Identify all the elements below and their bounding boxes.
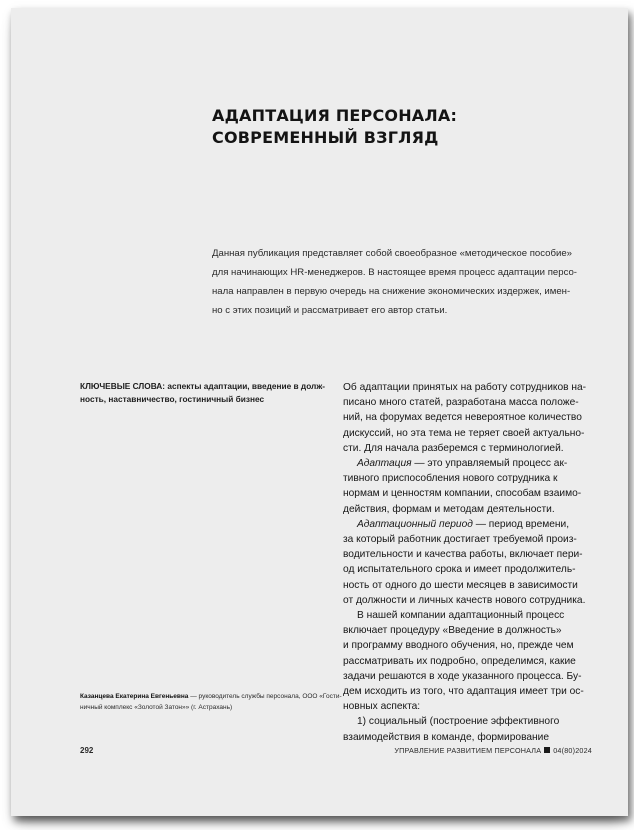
keywords <box>80 380 325 406</box>
term-adaptation: Адаптация <box>357 458 412 470</box>
body-line: тивного приспособления нового сотрудника к <box>343 473 558 485</box>
body-line: 1) социальный (построение эффективного <box>357 716 560 728</box>
body-text: — это управляемый процесс ак- <box>411 458 568 470</box>
journal-name: УПРАВЛЕНИЕ РАЗВИТИЕМ ПЕРСОНАЛА <box>394 746 542 755</box>
body-line: новных аспекта: <box>343 701 421 713</box>
body-line: В нашей компании адаптационный процесс <box>357 610 565 622</box>
body-line: взаимодействия в команде, формирование <box>343 731 550 743</box>
square-bullet-icon <box>544 747 550 753</box>
body-line: действия, формам и методам деятельности. <box>343 503 555 515</box>
keywords-line: КЛЮЧЕВЫЕ СЛОВА: аспекты адаптации, введение в долж- <box>80 381 325 391</box>
body-line <box>343 517 595 532</box>
lead-line: нала направлен в первую очередь на снижение экономических издержек, имен- <box>212 286 571 297</box>
body-line: ность от одного до шести месяцев в зависимости <box>343 579 578 591</box>
lead-line: но с этих позиций и рассматривает его автор статьи. <box>212 305 448 316</box>
author-line <box>80 691 342 702</box>
magazine-page <box>11 8 628 816</box>
running-footer <box>394 746 592 755</box>
author-name: Казанцева Екатерина Евгеньевна <box>80 693 189 700</box>
body-line: рассматривать их подробно, определимся, какие <box>343 655 576 667</box>
body-line: и программу вводного обучения, но, прежде чем <box>343 640 574 652</box>
body-line: за который работник достигает требуемой произ- <box>343 534 577 546</box>
keywords-line: ность, наставничество, гостиничный бизнес <box>80 394 265 404</box>
page-number: 292 <box>80 746 94 755</box>
body-line: дискуссий, но эта тема не теряет своей актуально- <box>343 427 585 439</box>
body-line: сти. Для начала разберемся с терминологией. <box>343 442 564 454</box>
article-lead <box>212 244 592 320</box>
article-body <box>343 380 595 745</box>
term-adaptation-period: Адаптационный период <box>357 518 473 530</box>
body-line: писано много статей, разработана масса положе- <box>343 397 579 409</box>
body-line: ний, на форумах ведется невероятное количество <box>343 412 582 424</box>
body-line <box>343 456 595 471</box>
title-line: СОВРЕМЕННЫЙ ВЗГЛЯД <box>212 128 439 147</box>
article-title <box>212 105 592 149</box>
author-line: ничный комплекс «Золотой Затон»» (г. Астрахань) <box>80 704 233 711</box>
body-line: задачи решаются в ходе указанного процесса. Бу- <box>343 670 582 682</box>
body-line: водительности и качества работы, включает пери- <box>343 549 583 561</box>
body-line: нормам и ценностям компании, способам взаимо- <box>343 488 582 500</box>
lead-line: Данная публикация представляет собой своеобразное «методическое пособие» <box>212 248 572 259</box>
body-line: од испытательного срока и имеет продолжитель- <box>343 564 576 576</box>
body-line: Об адаптации принятых на работу сотрудников на- <box>343 382 587 393</box>
issue-number: 04(80)2024 <box>553 746 592 755</box>
lead-line: для начинающих HR-менеджеров. В настоящее время процесс адаптации персо- <box>212 267 578 278</box>
title-line: АДАПТАЦИЯ ПЕРСОНАЛА: <box>212 106 458 125</box>
body-line: от должности и личных качеств нового сотрудника. <box>343 594 586 606</box>
body-line: дем исходить из того, что адаптация имеет три ос- <box>343 686 584 698</box>
author-info <box>80 691 342 713</box>
body-text: — период времени, <box>472 518 570 530</box>
author-role: — руководитель службы персонала, ООО «Гости- <box>188 693 342 700</box>
body-line: включает процедуру «Введение в должность» <box>343 625 562 637</box>
